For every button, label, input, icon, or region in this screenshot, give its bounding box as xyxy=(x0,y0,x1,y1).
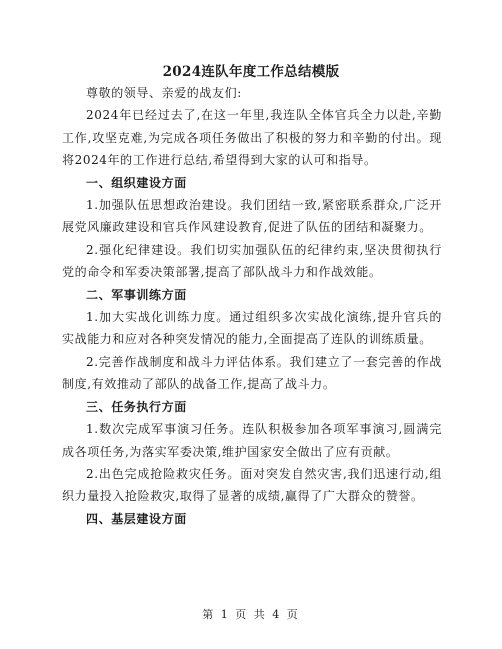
salutation: 尊敬的领导、亲爱的战友们: xyxy=(86,86,242,100)
section-heading-training: 二、军事训练方面 xyxy=(86,287,187,302)
section-paragraph: 1.加大实战化训练力度。通过组织多次实战化演练,提升官兵的实战能力和应对各种突发情况的能力,全面提高了连队的训练质量。 xyxy=(62,310,442,347)
section-paragraph: 2.强化纪律建设。我们切实加强队伍的纪律约束,坚决贯彻执行党的命令和军委决策部署,提高了部队战斗力和作战效能。 xyxy=(62,242,442,280)
document-body xyxy=(62,82,442,530)
section-paragraph: 2.完善作战制度和战斗力评估体系。我们建立了一套完善的作战制度,有效推动了部队的战备工作,提高了战斗力。 xyxy=(62,354,442,392)
section-heading-grassroots: 四、基层建设方面 xyxy=(86,511,187,526)
section-heading-tasks: 三、任务执行方面 xyxy=(86,399,187,414)
document-title: 2024连队年度工作总结模版 xyxy=(162,64,340,80)
section-paragraph: 1.数次完成军事演习任务。连队积极参加各项军事演习,圆满完成各项任务,为落实军委决策,维护国家安全做出了应有贡献。 xyxy=(62,422,442,459)
section-paragraph: 1.加强队伍思想政治建设。我们团结一致,紧密联系群众,广泛开展党风廉政建设和官兵作风建设教育,促进了队伍的团结和凝聚力。 xyxy=(62,198,442,235)
section-paragraph: 2.出色完成抢险救灾任务。面对突发自然灾害,我们迅速行动,组织力量投入抢险救灾,取得了显著的成绩,赢得了广大群众的赞誉。 xyxy=(62,466,442,504)
page-indicator: 第 1 页 共 4 页 xyxy=(202,608,300,621)
section-heading-organization: 一、组织建设方面 xyxy=(86,175,187,190)
intro-paragraph: 2024年已经过去了,在这一年里,我连队全体官兵全力以赴,辛勤工作,攻坚克难,为完成各项任务做出了积极的努力和辛勤的付出。现将2024年的工作进行总结,希望得到大家的认可和指导。 xyxy=(62,108,442,168)
